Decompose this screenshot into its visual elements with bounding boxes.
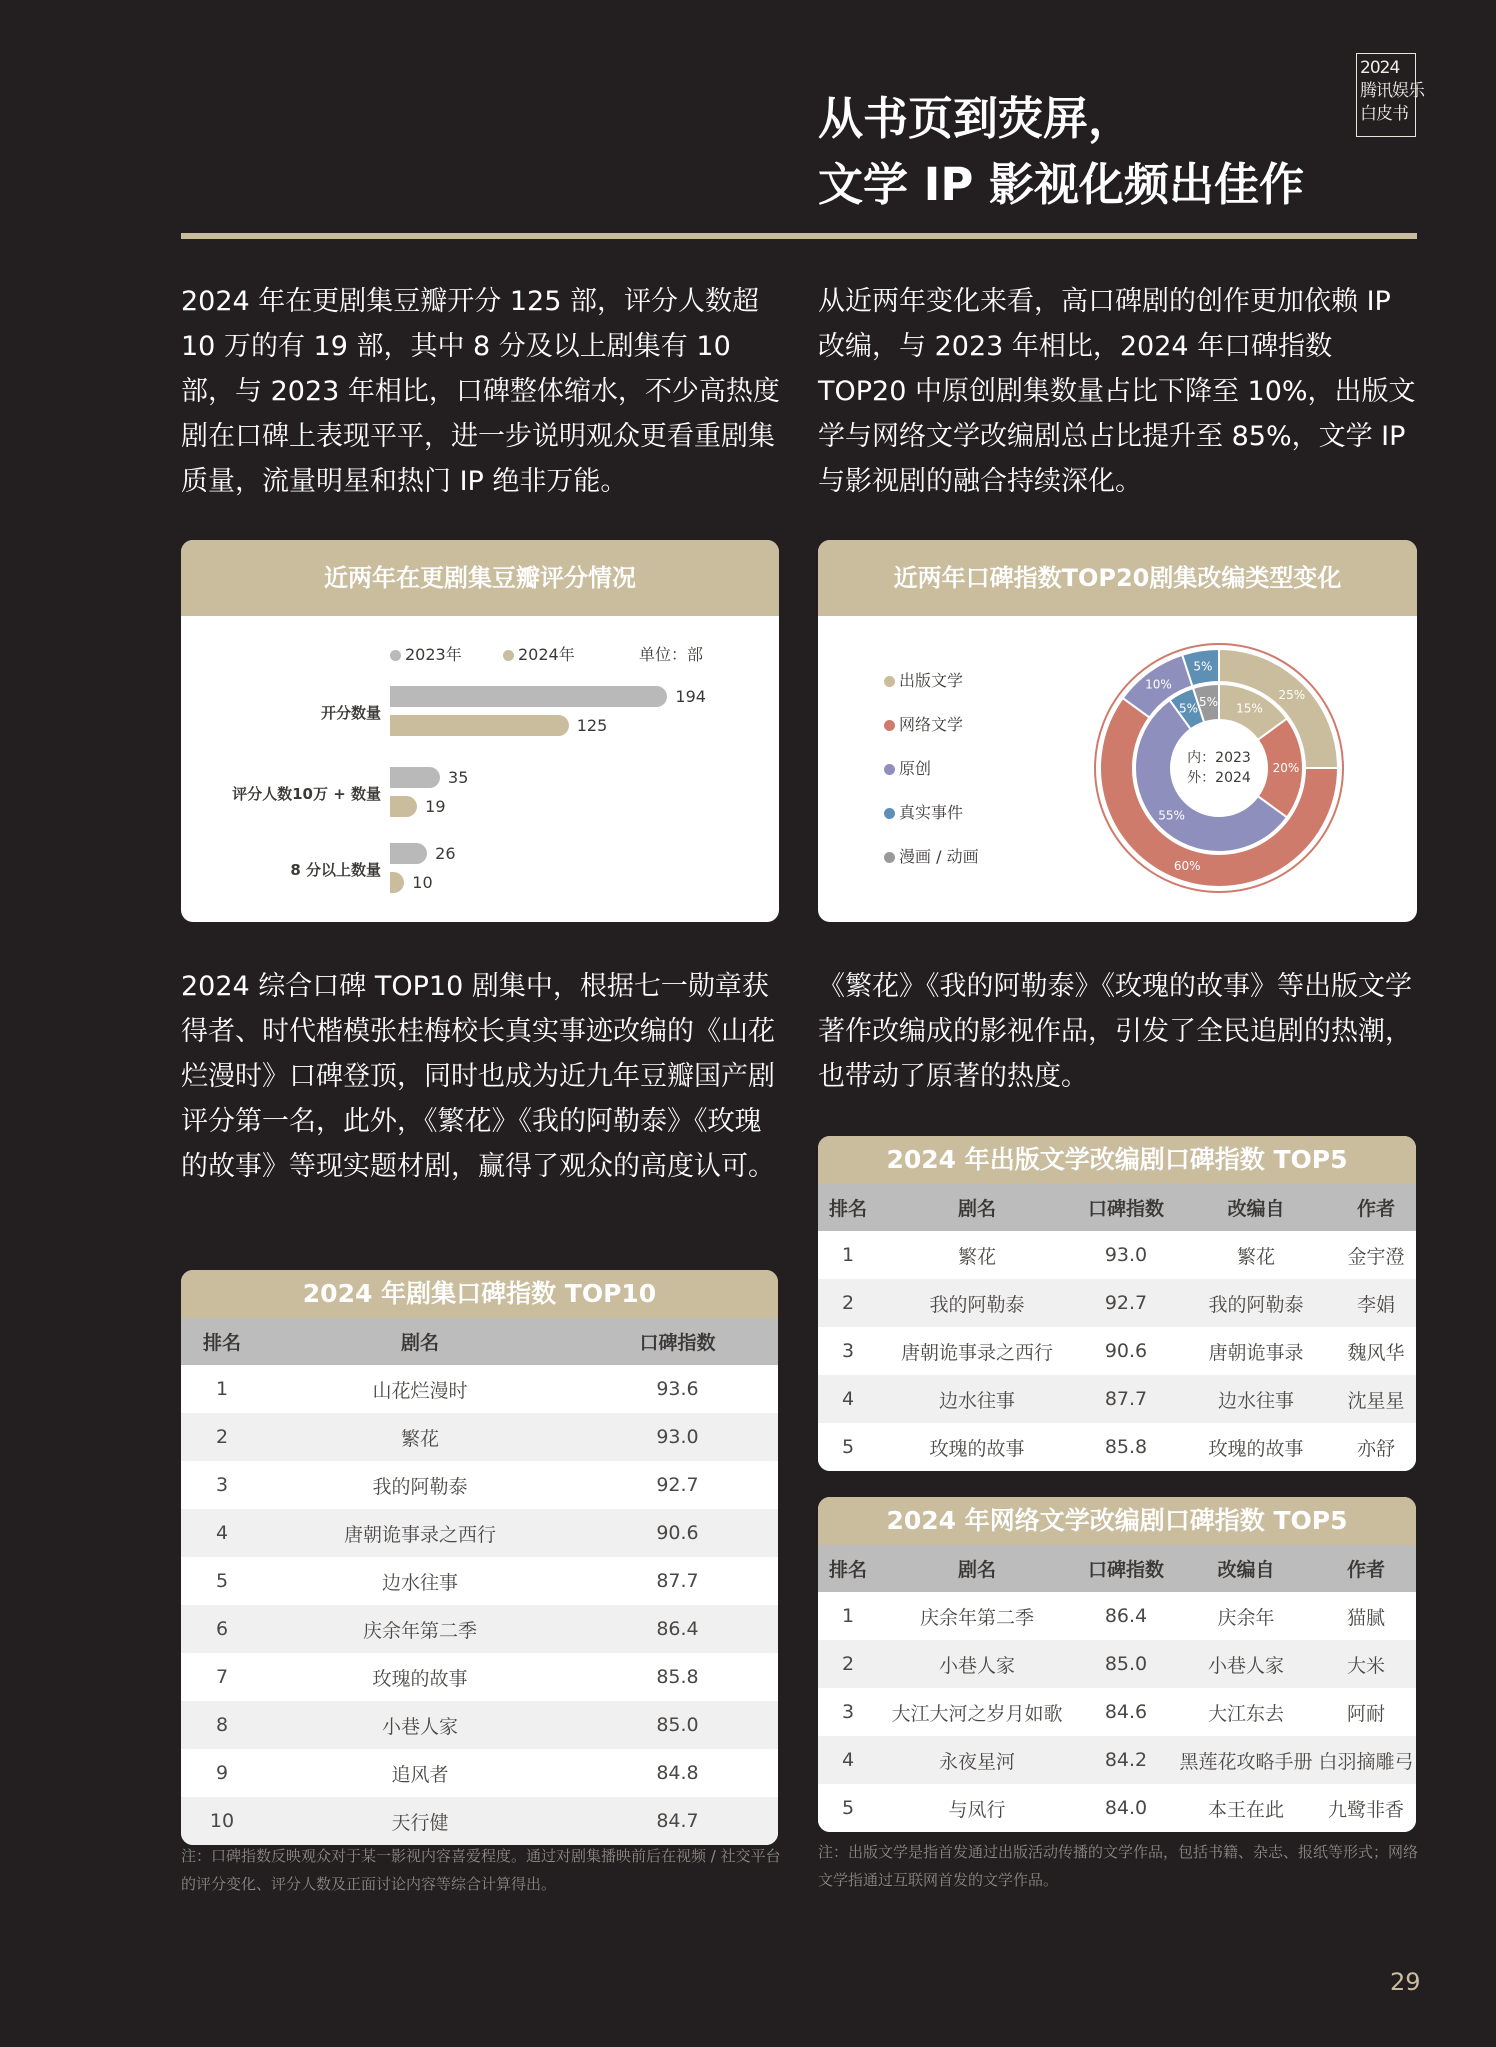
table-cell: 85.0 <box>1076 1640 1176 1688</box>
donut-legend-dot <box>884 676 895 687</box>
donut-legend-item <box>884 756 931 779</box>
column-header: 口碑指数 <box>1076 1184 1176 1231</box>
bar-value-label: 35 <box>448 768 469 787</box>
legend-label-2023: 2023年 <box>405 645 462 664</box>
badge-type: 白皮书 <box>1360 104 1408 124</box>
title-line-1: 从书页到荧屏， <box>818 92 1134 145</box>
table-cell: 84.6 <box>1076 1688 1176 1736</box>
table-row <box>818 1327 1416 1375</box>
donut-legend-item <box>884 844 979 867</box>
table-cell: 93.0 <box>577 1413 778 1461</box>
table-cell: 90.6 <box>1076 1327 1176 1375</box>
title-line-2: 文学 IP 影视化频出佳作 <box>818 158 1305 211</box>
table-cell: 84.8 <box>577 1749 778 1797</box>
table-cell: 边水往事 <box>1176 1375 1336 1423</box>
inner-2023-label: 55% <box>1158 808 1185 823</box>
table-cell: 小巷人家 <box>878 1640 1076 1688</box>
paragraph-top-right: 从近两年变化来看，高口碑剧的创作更加依赖 IP 改编，与 2023 年相比，2024 年口碑指数 TOP20 中原创剧集数量占比下降至 10%，出版文学与网络文学改编剧总占比提升至 85%，文学 IP 与影视剧的融合持续深化。 <box>818 286 1416 497</box>
web-table-card <box>818 1497 1416 1832</box>
publish-table-title: 2024 年出版文学改编剧口碑指数 TOP5 <box>818 1136 1416 1184</box>
inner-2023-label: 15% <box>1236 701 1263 716</box>
bar-category-label: 8 分以上数量 <box>290 861 381 879</box>
bar-2023 <box>390 843 427 864</box>
table-cell: 魏风华 <box>1336 1327 1416 1375</box>
table-cell: 85.0 <box>577 1701 778 1749</box>
table-cell: 3 <box>818 1327 878 1375</box>
table-row <box>818 1375 1416 1423</box>
column-header: 剧名 <box>878 1545 1076 1592</box>
table-cell: 小巷人家 <box>1176 1640 1316 1688</box>
legend-2023 <box>390 642 462 665</box>
legend-label-2024: 2024年 <box>518 645 575 664</box>
inner-2023-label: 5% <box>1198 694 1219 709</box>
outer-2024-label: 25% <box>1278 688 1306 703</box>
column-header: 排名 <box>818 1184 878 1231</box>
legend-2024 <box>503 642 575 665</box>
table-cell: 92.7 <box>577 1461 778 1509</box>
column-header: 作者 <box>1336 1184 1416 1231</box>
donut-legend-label: 网络文学 <box>899 715 964 734</box>
donut-legend-item <box>884 668 963 691</box>
table-row <box>818 1423 1416 1471</box>
table-cell: 九鹭非香 <box>1316 1784 1416 1832</box>
table-cell: 6 <box>181 1605 263 1653</box>
bar-category-label: 开分数量 <box>320 704 381 722</box>
column-header: 口碑指数 <box>1076 1545 1176 1592</box>
table-cell: 边水往事 <box>878 1375 1076 1423</box>
table-cell: 86.4 <box>1076 1592 1176 1640</box>
bar-2024 <box>390 796 417 817</box>
table-cell: 庆余年第二季 <box>263 1605 577 1653</box>
donut-legend-dot <box>884 852 895 863</box>
bar-2023 <box>390 767 440 788</box>
badge-year: 2024 <box>1360 58 1400 78</box>
outer-2024-label: 60% <box>1173 858 1201 873</box>
column-header: 作者 <box>1316 1545 1416 1592</box>
bar-2023 <box>390 686 667 707</box>
donut-chart-title: 近两年口碑指数TOP20剧集改编类型变化 <box>818 540 1417 616</box>
table-cell: 7 <box>181 1653 263 1701</box>
table-cell: 4 <box>181 1509 263 1557</box>
donut-legend-item <box>884 712 963 735</box>
donut-legend-label: 漫画 / 动画 <box>899 847 979 866</box>
inner-2023-label: 20% <box>1272 761 1300 775</box>
table-row <box>181 1749 778 1797</box>
badge-org: 腾讯娱乐 <box>1360 81 1424 101</box>
table-cell: 5 <box>181 1557 263 1605</box>
note-left: 注：口碑指数反映观众对于某一影视内容喜爱程度。通过对剧集播映前后在视频 / 社交平台的评分变化、评分人数及正面讨论内容等综合计算得出。 <box>181 1847 781 1893</box>
table-row <box>181 1365 778 1413</box>
bar-2024 <box>390 715 569 736</box>
table-cell: 唐朝诡事录之西行 <box>878 1327 1076 1375</box>
table-cell: 85.8 <box>577 1653 778 1701</box>
table-cell: 4 <box>818 1375 878 1423</box>
table-row <box>818 1640 1416 1688</box>
whitepaper-badge <box>1356 53 1424 137</box>
top10-table <box>181 1318 778 1845</box>
donut-chart-card <box>818 540 1417 922</box>
table-cell: 2 <box>181 1413 263 1461</box>
table-cell: 小巷人家 <box>263 1701 577 1749</box>
table-cell: 2 <box>818 1279 878 1327</box>
table-cell: 84.7 <box>577 1797 778 1845</box>
table-row <box>818 1688 1416 1736</box>
table-cell: 亦舒 <box>1336 1423 1416 1471</box>
table-cell: 金宇澄 <box>1336 1231 1416 1279</box>
top10-table-card <box>181 1270 778 1845</box>
table-cell: 繁花 <box>263 1413 577 1461</box>
column-header: 排名 <box>818 1545 878 1592</box>
donut-chart <box>1074 630 1364 920</box>
table-cell: 84.0 <box>1076 1784 1176 1832</box>
table-row <box>818 1784 1416 1832</box>
donut-legend-dot <box>884 808 895 819</box>
table-cell: 1 <box>818 1231 878 1279</box>
table-cell: 追风者 <box>263 1749 577 1797</box>
table-cell: 大米 <box>1316 1640 1416 1688</box>
legend-dot-2023 <box>390 650 401 661</box>
paragraph-top-left: 2024 年在更剧集豆瓣开分 125 部，评分人数超 10 万的有 19 部，其中 8 分及以上剧集有 10 部，与 2023 年相比，口碑整体缩水，不少高热度剧在口碑上表现平平，进一步说明观众更看重剧集质量，流量明星和热门 IP 绝非万能。 <box>181 286 780 497</box>
bar-chart-card <box>181 540 779 922</box>
legend-dot-2024 <box>503 650 514 661</box>
table-row <box>181 1605 778 1653</box>
table-cell: 与凤行 <box>878 1784 1076 1832</box>
publish-table <box>818 1184 1416 1471</box>
table-cell: 我的阿勒泰 <box>263 1461 577 1509</box>
table-row <box>181 1653 778 1701</box>
table-row <box>181 1461 778 1509</box>
table-cell: 天行健 <box>263 1797 577 1845</box>
table-cell: 玫瑰的故事 <box>878 1423 1076 1471</box>
table-cell: 86.4 <box>577 1605 778 1653</box>
inner-2023-label: 5% <box>1179 701 1199 716</box>
table-cell: 10 <box>181 1797 263 1845</box>
table-cell: 山花烂漫时 <box>263 1365 577 1413</box>
outer-2024-label: 10% <box>1145 677 1172 692</box>
table-cell: 93.6 <box>577 1365 778 1413</box>
table-cell: 玫瑰的故事 <box>263 1653 577 1701</box>
table-row <box>818 1592 1416 1640</box>
table-cell: 大江东去 <box>1176 1688 1316 1736</box>
table-cell: 本王在此 <box>1176 1784 1316 1832</box>
table-cell: 5 <box>818 1423 878 1471</box>
table-cell: 唐朝诡事录 <box>1176 1327 1336 1375</box>
publish-table-card <box>818 1136 1416 1471</box>
bar-chart-title: 近两年在更剧集豆瓣评分情况 <box>181 540 779 616</box>
donut-legend-label: 真实事件 <box>899 803 964 822</box>
web-header-row <box>818 1545 1416 1592</box>
table-row <box>181 1557 778 1605</box>
column-header: 排名 <box>181 1318 263 1365</box>
table-cell: 9 <box>181 1749 263 1797</box>
bar-value-label: 194 <box>675 687 706 706</box>
table-cell: 庆余年 <box>1176 1592 1316 1640</box>
donut-center-label: 外：2024 <box>1187 770 1251 786</box>
table-row <box>818 1736 1416 1784</box>
page-title <box>818 86 1304 218</box>
donut-legend-dot <box>884 720 895 731</box>
bar-2024 <box>390 872 404 893</box>
chart-unit: 单位：部 <box>639 645 704 664</box>
title-divider <box>181 233 1417 239</box>
table-cell: 85.8 <box>1076 1423 1176 1471</box>
table-cell: 1 <box>181 1365 263 1413</box>
donut-legend-dot <box>884 764 895 775</box>
table-cell: 3 <box>181 1461 263 1509</box>
table-cell: 我的阿勒泰 <box>878 1279 1076 1327</box>
table-row <box>181 1413 778 1461</box>
donut-center-label: 内：2023 <box>1187 750 1251 766</box>
table-cell: 边水往事 <box>263 1557 577 1605</box>
table-cell: 8 <box>181 1701 263 1749</box>
table-cell: 92.7 <box>1076 1279 1176 1327</box>
column-header: 改编自 <box>1176 1184 1336 1231</box>
outer-2024-label: 5% <box>1193 659 1213 674</box>
bar-value-label: 125 <box>576 716 608 735</box>
table-cell: 5 <box>818 1784 878 1832</box>
donut-legend-label: 出版文学 <box>899 671 964 690</box>
table-cell: 繁花 <box>1176 1231 1336 1279</box>
table-cell: 4 <box>818 1736 878 1784</box>
column-header: 口碑指数 <box>577 1318 778 1365</box>
table-cell: 白羽摘雕弓 <box>1316 1736 1416 1784</box>
table-row <box>818 1279 1416 1327</box>
table-row <box>181 1509 778 1557</box>
note-right: 注：出版文学是指首发通过出版活动传播的文学作品，包括书籍、杂志、报纸等形式；网络文学指通过互联网首发的文学作品。 <box>818 1843 1419 1889</box>
table-cell: 玫瑰的故事 <box>1176 1423 1336 1471</box>
table-cell: 90.6 <box>577 1509 778 1557</box>
table-cell: 繁花 <box>878 1231 1076 1279</box>
paragraph-mid-left: 2024 综合口碑 TOP10 剧集中，根据七一勋章获得者、时代楷模张桂梅校长真实事迹改编的《山花烂漫时》口碑登顶，同时也成为近九年豆瓣国产剧评分第一名，此外，《繁花》《我的阿勒泰》《玫瑰的故事》等现实题材剧，赢得了观众的高度认可。 <box>181 971 775 1182</box>
donut-legend-item <box>884 800 963 823</box>
table-cell: 沈星星 <box>1336 1375 1416 1423</box>
table-row <box>181 1797 778 1845</box>
table-cell: 大江大河之岁月如歌 <box>878 1688 1076 1736</box>
table-cell: 李娟 <box>1336 1279 1416 1327</box>
table-cell: 87.7 <box>1076 1375 1176 1423</box>
table-cell: 唐朝诡事录之西行 <box>263 1509 577 1557</box>
table-cell: 3 <box>818 1688 878 1736</box>
bar-value-label: 26 <box>435 844 456 863</box>
web-table <box>818 1545 1416 1832</box>
column-header: 剧名 <box>878 1184 1076 1231</box>
table-cell: 87.7 <box>577 1557 778 1605</box>
column-header: 剧名 <box>263 1318 577 1365</box>
page-number: 29 <box>1390 1968 1421 1996</box>
table-cell: 我的阿勒泰 <box>1176 1279 1336 1327</box>
table-row <box>181 1701 778 1749</box>
bar-value-label: 10 <box>412 873 433 892</box>
paragraph-mid-right: 《繁花》《我的阿勒泰》《玫瑰的故事》等出版文学著作改编成的影视作品，引发了全民追剧的热潮，也带动了原著的热度。 <box>818 971 1412 1092</box>
top10-table-title: 2024 年剧集口碑指数 TOP10 <box>181 1270 778 1318</box>
table-cell: 1 <box>818 1592 878 1640</box>
table-cell: 黑莲花攻略手册 <box>1176 1736 1316 1784</box>
table-cell: 93.0 <box>1076 1231 1176 1279</box>
table-cell: 阿耐 <box>1316 1688 1416 1736</box>
table-cell: 84.2 <box>1076 1736 1176 1784</box>
table-cell: 永夜星河 <box>878 1736 1076 1784</box>
publish-header-row <box>818 1184 1416 1231</box>
donut-legend-label: 原创 <box>899 759 932 778</box>
web-table-title: 2024 年网络文学改编剧口碑指数 TOP5 <box>818 1497 1416 1545</box>
table-row <box>818 1231 1416 1279</box>
column-header: 改编自 <box>1176 1545 1316 1592</box>
table-cell: 猫腻 <box>1316 1592 1416 1640</box>
top10-header-row <box>181 1318 778 1365</box>
table-cell: 庆余年第二季 <box>878 1592 1076 1640</box>
bar-category-label: 评分人数10万 + 数量 <box>232 785 381 803</box>
bar-value-label: 19 <box>425 797 446 816</box>
table-cell: 2 <box>818 1640 878 1688</box>
